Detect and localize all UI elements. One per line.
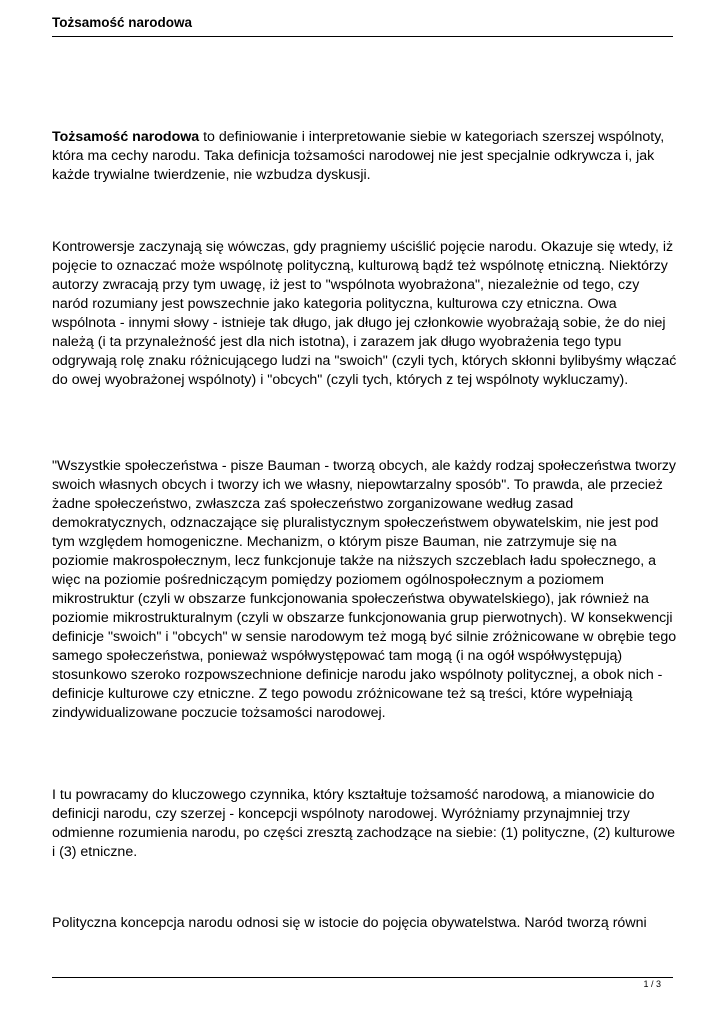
paragraph-political-concept: Polityczna koncepcja narodu odnosi się w istocie do pojęcia obywatelstwa. Naród tworzą równi xyxy=(52,915,647,931)
term-bold: Tożsamość narodowa xyxy=(52,129,200,145)
page-number: 1 / 3 xyxy=(643,979,661,989)
paragraph-key-factor: I tu powracamy do kluczowego czynnika, który kształtuje tożsamość narodową, a mianowicie do definicji narodu, czy szerzej - koncepcji wspólnoty narodowej. Wyróżniamy przynajmniej trzy odmienne rozumienia narodu, po części zresztą zachodzące na siebie: (1) polityczne, (2) kulturowe i (3) etniczne. xyxy=(52,787,675,860)
page-header-title: Tożsamość narodowa xyxy=(52,15,193,30)
paragraph-bauman: "Wszystkie społeczeństwa - pisze Bauman - tworzą obcych, ale każdy rodzaj społeczeństwa tworzy swoich własnych obcych i tworzy ich we własny, niepowtarzalny sposób". To prawda, ale przecież żadne społeczeństwo, zwłaszcza zaś społeczeństwo zorganizowane według zasad demokratycznych, odznaczające się pluralistycznym społeczeństwem obywatelskim, nie jest pod tym względem homogeniczne. Mechanizm, o którym pisze Bauman, nie zatrzymuje się na poziomie makrospołecznym, lecz funkcjonuje także na niższych szczeblach ładu społecznego, a więc na poziomie pośredniczącym pomiędzy poziomem ogólnospołecznym a poziomem mikrostruktur (czyli w obszarze funkcjonowania społeczeństwa obywatelskiego), jak również na poziomie mikrostrukturalnym (czyli w obszarze funkcjonowania grup pierwotnych). W konsekwencji definicje "swoich" i "obcych" w sensie narodowym też mogą być silnie zróżnicowane w obrębie tego samego społeczeństwa, ponieważ współwystępować tam mogą (i na ogół współwystępują) stosunkowo szeroko rozpowszechnione definicje narodu jako wspólnoty politycznej, a obok nich - definicje kulturowe czy etniczne. Z tego powodu zróżnicowane też są treści, które wypełniają zindywidualizowane poczucie tożsamości narodowej. xyxy=(52,458,677,721)
footer-divider xyxy=(52,977,673,978)
header-divider xyxy=(52,36,673,37)
paragraph-controversy: Kontrowersje zaczynają się wówczas, gdy pragniemy uściślić pojęcie narodu. Okazuje się wtedy, iż pojęcie to oznaczać może wspólnotę polityczną, kulturową bądź też wspólnotę etniczną. Niektórzy autorzy zwracają przy tym uwagę, iż jest to "wspólnota wyobrażona", niezależnie od tego, czy naród rozumiany jest powszechnie jako kategoria polityczna, kulturowa czy etniczna. Owa wspólnota - innymi słowy - istnieje tak długo, jak długo jej członkowie wyobrażają sobie, że do niej należą (i ta przynależność jest dla nich istotna), i zarazem jak długo wyobrażenia tego typu odgrywają rolę znaku różnicującego ludzi na "swoich" (czyli tych, których skłonni bylibyśmy włączać do owej wyobrażonej wspólnoty) i "obcych" (czyli tych, których z tej wspólnoty wykluczamy). xyxy=(52,239,677,388)
paragraph-intro xyxy=(52,128,677,185)
intro-text: to definiowanie i interpretowanie siebie w kategoriach szerszej wspólnoty, która ma cechy narodu. Taka definicja tożsamości narodowej nie jest specjalnie odkrywcza i, jak każde trywialne twierdzenie, nie wzbudza dyskusji. xyxy=(52,129,665,183)
